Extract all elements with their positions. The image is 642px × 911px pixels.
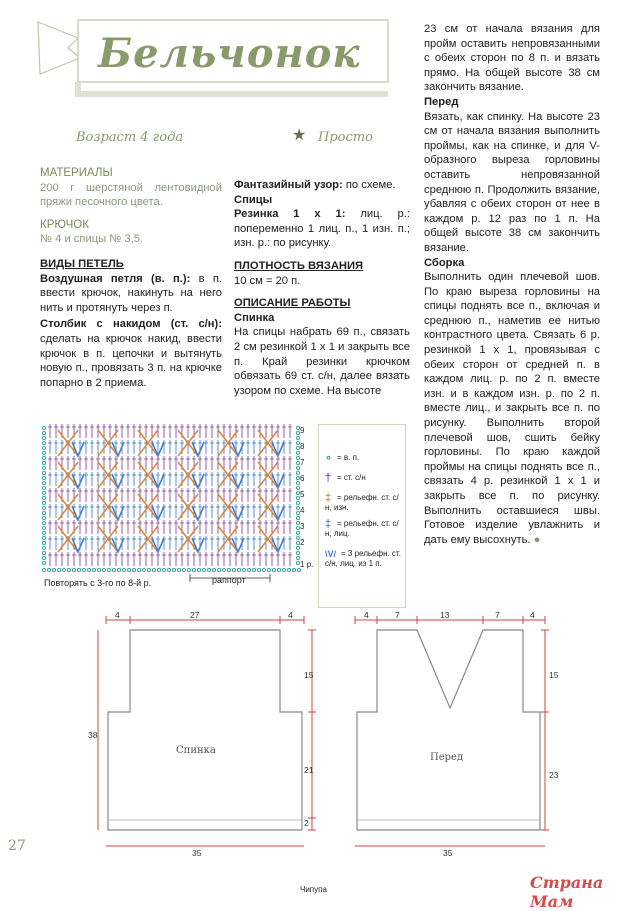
column-3: [424, 22, 600, 547]
chain-stitch: [42, 441, 45, 444]
chain-stitch: [282, 568, 285, 571]
chain-stitch: [272, 568, 275, 571]
chain-stitch: [82, 568, 85, 571]
chain-stitch: [217, 568, 220, 571]
chain-stitch: [117, 568, 120, 571]
chain-stitch: [42, 451, 45, 454]
chain-stitch: [292, 568, 295, 571]
chain-stitch: [167, 568, 170, 571]
legend-label: = рельефн. ст. с/н, лиц.: [325, 519, 399, 538]
back-dim-top: 4: [115, 610, 120, 620]
legend-3-relief: [325, 549, 401, 569]
materials-heading: МАТЕРИАЛЫ: [40, 167, 113, 179]
chain-stitch: [107, 568, 110, 571]
front-dimension-lines: [355, 616, 549, 846]
back-dimension-lines: [98, 616, 316, 846]
back-dim-top: 27: [190, 610, 200, 620]
chain-stitch: [42, 436, 45, 439]
row-number: 9: [300, 426, 305, 435]
chain-stitch: [42, 491, 45, 494]
age-label: Возраст 4 года: [76, 130, 184, 145]
chain-stitch: [262, 568, 265, 571]
front-dim-top: 4: [364, 610, 369, 620]
front-text: Вязать, как спинку. На высоте 23 см от начала вязания выполнить проймы, как на спинке, и для V-образного выреза горловины оставить непровязанной среднюю п. Продолжить вязание, убавляя с обеих сторон от нее в каждом р. 12 раз по 1 п. На общей высоте 38 см закончить вязание.: [424, 110, 600, 254]
dc-term: Столбик с накидом (ст. с/н):: [40, 318, 222, 331]
chain-stitch: [67, 568, 70, 571]
chain-stitch: [227, 568, 230, 571]
front-dim-top: 7: [495, 610, 500, 620]
work-heading: ОПИСАНИЕ РАБОТЫ: [234, 297, 351, 310]
publisher-mark: Чипупа: [300, 885, 327, 894]
chain-stitch: [42, 531, 45, 534]
back-dim-right: 2: [304, 818, 309, 828]
relief-back-symbol-icon: ‡: [325, 492, 332, 504]
chain-stitch: [202, 568, 205, 571]
chain-stitch: [52, 568, 55, 571]
chain-stitch: [42, 541, 45, 544]
chain-stitch: [112, 568, 115, 571]
chain-stitch: [267, 568, 270, 571]
row-number: 5: [300, 490, 305, 499]
chain-stitch: [42, 568, 45, 571]
column-2: [234, 178, 410, 398]
back-dim-left: 38: [88, 730, 98, 740]
front-dim-bottom: 35: [443, 848, 453, 858]
chain-stitch: [222, 568, 225, 571]
chain-stitch: [212, 568, 215, 571]
chain-stitch: [42, 496, 45, 499]
chain-term: Воздушная петля (в. п.):: [40, 272, 191, 285]
chain-stitch: [42, 561, 45, 564]
chain-stitch: [57, 568, 60, 571]
rib-term: Резинка 1 х 1:: [234, 208, 346, 221]
back-dim-right: 21: [304, 765, 314, 775]
chain-stitch: [132, 568, 135, 571]
materials-text: 200 г шерстяной лентовидной пряжи песочного цвета.: [40, 181, 222, 209]
dc-text: сделать на крючок накид, ввести крючок в п. цепочки и вытянуть новую п., провязать 3 п. на крючке попарно в 2 приема.: [40, 332, 222, 389]
front-dim-right: 15: [549, 670, 559, 680]
front-dim-top: 13: [440, 610, 450, 620]
continued-text: 23 см от начала вязания для пройм оставить непровязанными с обеих сторон по 8 п. и вязать прямо. На общей высоте 38 см закончить вязание.: [424, 23, 600, 94]
chain-stitch: [47, 568, 50, 571]
chain-stitch: [137, 568, 140, 571]
chain-stitch: [177, 568, 180, 571]
back-dim-bottom: 35: [192, 848, 202, 858]
back-label: Спинка: [176, 745, 216, 756]
row-number: 6: [300, 474, 305, 483]
chain-stitch: [157, 568, 160, 571]
legend-chain: [325, 453, 359, 463]
density-heading: ПЛОТНОСТЬ ВЯЗАНИЯ: [234, 259, 364, 272]
column-1: [40, 166, 222, 390]
row-number: 3: [300, 522, 305, 531]
fancy-term: Фантазийный узор:: [234, 179, 343, 191]
chain-stitch: [152, 568, 155, 571]
chain-stitch: [42, 486, 45, 489]
rapport-label: раппорт: [212, 575, 246, 585]
row-number: 4: [300, 506, 305, 515]
hook-heading: КРЮЧОК: [40, 218, 89, 231]
assembly-text: [424, 270, 600, 547]
chain-stitch: [42, 551, 45, 554]
chain-symbol-icon: ∘: [325, 452, 332, 464]
legend-label: = в. п.: [337, 453, 360, 462]
chain-stitch: [127, 568, 130, 571]
chain-stitch: [237, 568, 240, 571]
chain-stitch: [192, 568, 195, 571]
chain-stitch-desc: [40, 272, 222, 316]
chain-stitch: [42, 511, 45, 514]
chart-legend: [318, 424, 406, 608]
chain-stitch: [42, 556, 45, 559]
difficulty-label: Просто: [318, 130, 373, 145]
density-text: 10 см = 20 п.: [234, 274, 301, 287]
chain-stitch: [122, 568, 125, 571]
star-icon: ★: [292, 127, 307, 144]
chain-stitch: [42, 526, 45, 529]
chain-stitch: [72, 568, 75, 571]
chart-caption: Повторять с 3-го по 8-й р.: [44, 578, 152, 588]
relief-front-symbol-icon: ‡: [325, 518, 332, 530]
chain-stitch: [102, 568, 105, 571]
chain-stitch: [42, 536, 45, 539]
assembly-heading: Сборка: [424, 256, 465, 269]
chain-stitch: [252, 568, 255, 571]
chain-stitch: [257, 568, 260, 571]
page-title: Бельчонок: [98, 30, 361, 77]
legend-relief-front: [325, 519, 401, 539]
chain-stitch: [42, 506, 45, 509]
legend-dc: [325, 473, 366, 483]
chain-stitch: [42, 446, 45, 449]
chain-stitch: [242, 568, 245, 571]
chain-stitch: [62, 568, 65, 571]
chain-stitch: [42, 471, 45, 474]
row-number: 1 р.: [300, 560, 314, 569]
chain-stitch: [92, 568, 95, 571]
row-number: 8: [300, 442, 305, 451]
crochet-chart: [40, 420, 312, 585]
chain-stitch: [287, 568, 290, 571]
chain-stitch: [42, 426, 45, 429]
chain-stitch: [172, 568, 175, 571]
fancy-pattern: [234, 178, 410, 193]
chain-stitch: [42, 481, 45, 484]
chain-stitch: [247, 568, 250, 571]
chain-stitch: [147, 568, 150, 571]
dc-stitch-desc: [40, 317, 222, 390]
back-dim-right: 15: [304, 670, 314, 680]
chain-stitch: [42, 461, 45, 464]
stitches-heading: ВИДЫ ПЕТЕЛЬ: [40, 257, 124, 270]
front-dim-top: 4: [530, 610, 535, 620]
back-text: На спицы набрать 69 п., связать 2 см резинкой 1 х 1 и закрыть все п. Край резинки крючком обвязать 69 ст. с/н, далее вязать узором по схеме. На высоте: [234, 326, 410, 397]
chain-stitch: [42, 516, 45, 519]
back-dim-top: 4: [288, 610, 293, 620]
rib-desc: [234, 207, 410, 251]
row-number: 2: [300, 538, 305, 547]
chain-stitch: [42, 521, 45, 524]
chain-stitch: [42, 456, 45, 459]
chain-stitch: [277, 568, 280, 571]
front-schematic: [345, 600, 565, 860]
front-label: Перед: [430, 752, 464, 763]
legend-label: = рельефн. ст. с/н, изн.: [325, 493, 399, 512]
chain-stitch: [42, 501, 45, 504]
chain-stitch: [187, 568, 190, 571]
needles-heading: Спицы: [234, 193, 273, 206]
assembly-body: Выполнить один плечевой шов. По краю выреза горловины на спицы поднять все п., включая и среднюю п., наметив ее нитью контрастного цвета. Связать 6 р. резинкой 1 х 1, провязывая с обеих сторон от средней п. в каждом лиц. р. по 2 п. вместе изн. и в каждом изн. р. по 2 п. вместе лиц., и закрыть все п. по рисунку. Выполнить второй плечевой шов, сшить бейку горловины. По краю каждой проймы на спицы поднять все п., связать 4 р. резинкой 1 х 1 и закрыть все п. по рисунку. Выполнить оставшиеся швы. Готовое изделие увлажнить и дать ему высохнуть.: [424, 271, 600, 546]
site-watermark: Страна Мам: [530, 873, 604, 911]
end-mark-icon: ●: [533, 533, 541, 546]
front-heading: Перед: [424, 95, 459, 108]
chain-stitch: [232, 568, 235, 571]
legend-label: = ст. с/н: [337, 473, 366, 482]
chain-stitch: [42, 431, 45, 434]
chain-stitch: [42, 466, 45, 469]
chain-stitch: [182, 568, 185, 571]
row-number: 7: [300, 458, 305, 467]
dc-symbol-icon: †: [325, 472, 332, 484]
front-dim-right: 23: [549, 770, 559, 780]
fancy-text: по схеме.: [342, 179, 396, 191]
chain-text: в п. ввести крючок, накинуть на него нить и протянуть через п.: [40, 272, 222, 314]
row-numbers: [300, 426, 320, 576]
chain-stitch: [142, 568, 145, 571]
cluster-symbol-icon: \V/: [325, 549, 337, 559]
chain-stitch: [77, 568, 80, 571]
chain-stitch: [42, 546, 45, 549]
back-heading: Спинка: [234, 311, 275, 324]
chain-stitch: [87, 568, 90, 571]
chain-stitch: [162, 568, 165, 571]
chain-stitch: [207, 568, 210, 571]
rib-text: лиц. р.: попеременно 1 лиц. п., 1 изн. п.; изн. р.: по рисунку.: [234, 208, 410, 250]
front-dim-top: 7: [395, 610, 400, 620]
back-schematic: [80, 600, 330, 860]
chain-stitch: [42, 476, 45, 479]
legend-label: = 3 рельефн. ст. с/н, лиц. из 1 п.: [325, 549, 401, 568]
chain-stitch: [97, 568, 100, 571]
hook-text: № 4 и спицы № 3,5.: [40, 233, 144, 246]
chain-stitch: [197, 568, 200, 571]
page-number: 27: [8, 838, 26, 854]
legend-relief-back: [325, 493, 401, 513]
